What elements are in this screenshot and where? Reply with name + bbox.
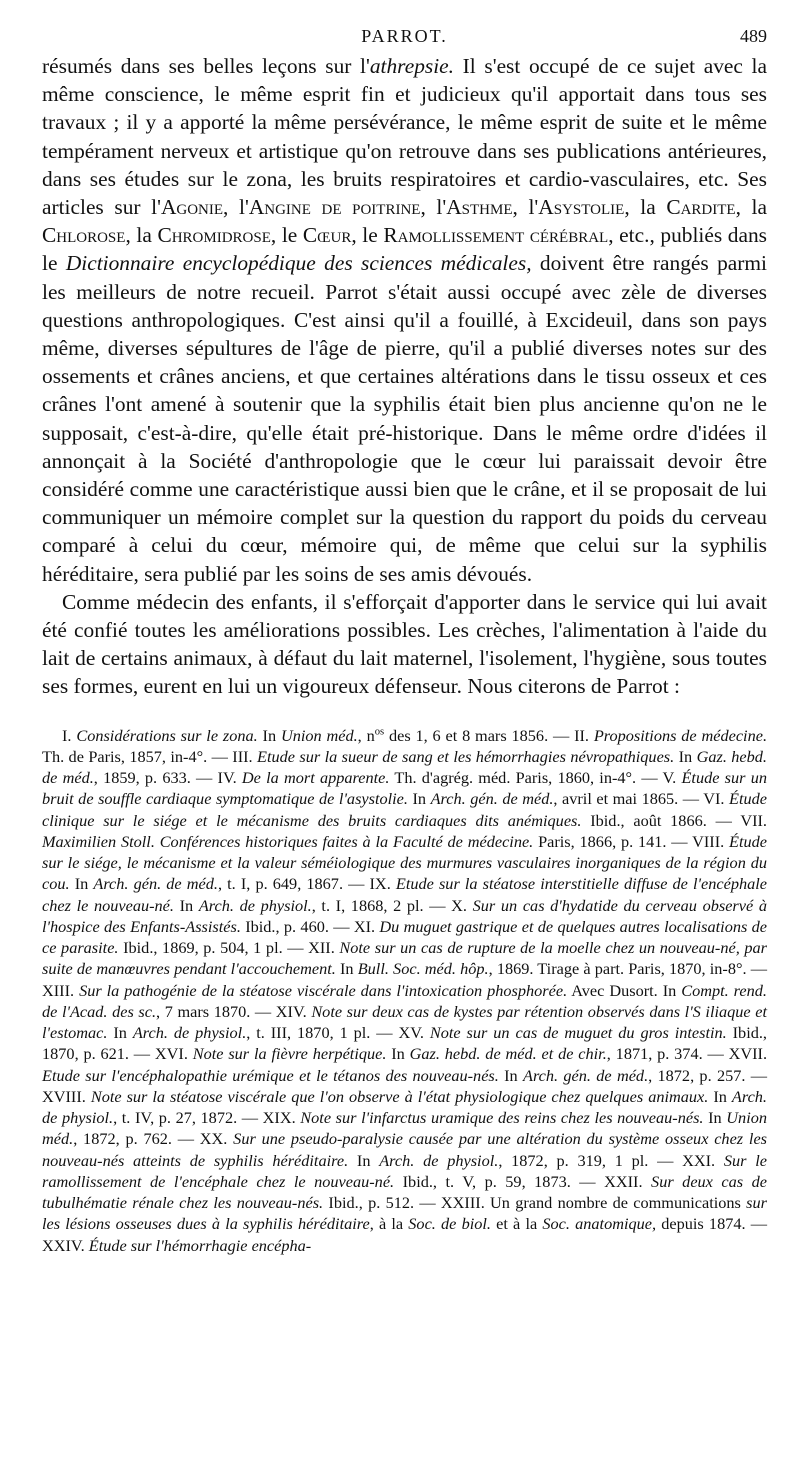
italic-text: Gaz. hebd. de méd. bbox=[42, 746, 768, 788]
italic-text: Sur la pathogénie de la stéatose viscérale dans l'intoxication phosphorée. bbox=[79, 980, 568, 1000]
italic-text: Note sur la stéatose viscérale que l'on observe à l'état physiologique chez quelques animaux. bbox=[90, 1086, 709, 1106]
italic-text: Dictionnaire encyclopédique des sciences médicales, bbox=[65, 251, 532, 276]
text-run: , t. I, 1868, 2 pl. — X. bbox=[311, 895, 473, 915]
page-number: 489 bbox=[740, 26, 767, 46]
bibliography-list bbox=[42, 725, 767, 1256]
italic-text: Compt. rend. de l'Acad. des sc. bbox=[42, 980, 767, 1021]
small-caps-text: Cœur bbox=[302, 223, 352, 248]
text-run: In bbox=[498, 1065, 523, 1085]
italic-text: Sur le ramollissement de l'encéphale chez le nouveau-né. bbox=[42, 1150, 768, 1191]
small-caps-text: Ramollissement cérébral bbox=[383, 223, 609, 248]
italic-text: sur les lésions osseuses dues à la syphilis héréditaire bbox=[42, 1193, 767, 1234]
italic-text: De la mort apparente. bbox=[241, 768, 390, 788]
text-run: , à la bbox=[369, 1214, 409, 1234]
italic-text: athrepsie. bbox=[369, 54, 455, 78]
text-run: , 1869. Tirage à part. Paris, 1870, in-8°. — XIII. bbox=[42, 959, 767, 1000]
text-run: , 1872, p. 319, 1 pl. — XXI. bbox=[498, 1150, 724, 1170]
italic-text: Étude sur l'hémorrhagie encépha- bbox=[88, 1235, 312, 1255]
text-run: , t. III, 1870, 1 pl. — XV. bbox=[246, 1023, 430, 1043]
italic-text: Soc. de biol. bbox=[408, 1214, 491, 1234]
running-title: PARROT. bbox=[361, 26, 448, 46]
italic-text: Étude sur un bruit de souffle cardiaque symptomatique de l'asystolie. bbox=[42, 768, 767, 809]
text-run: , 1871, p. 374. — XVII. bbox=[606, 1044, 768, 1064]
text-run: , l' bbox=[512, 195, 539, 220]
text-run: Ibid., p. 460. — XI. bbox=[240, 916, 380, 936]
text-run: , etc., publiés dans le bbox=[42, 223, 767, 276]
italic-text: Etude sur l'encéphalopathie urémique et le tétanos des nouveau-nés. bbox=[42, 1065, 499, 1085]
paragraph bbox=[42, 52, 767, 588]
italic-text: Propositions de médecine. bbox=[593, 725, 768, 745]
small-caps-text: Asthme bbox=[446, 195, 513, 220]
running-head bbox=[42, 0, 767, 52]
italic-text: Arch. de physiol. bbox=[379, 1150, 499, 1170]
italic-text: Arch. gén. de méd. bbox=[430, 789, 554, 809]
text-run: Ibid., 1869, p. 504, 1 pl. — XII. bbox=[118, 938, 340, 958]
text-run: , 7 mars 1870. — XIV. bbox=[156, 1001, 312, 1021]
italic-text: Arch. gén. de méd. bbox=[523, 1065, 649, 1085]
text-run: , n bbox=[357, 725, 375, 745]
italic-text: Étude clinique sur le siége et le mécanisme des bruits cardiaques dits anémiques. bbox=[42, 789, 767, 830]
text-run: In bbox=[257, 725, 281, 745]
small-caps-text: Agonie bbox=[160, 195, 224, 220]
body-text bbox=[42, 52, 767, 701]
text-run: In bbox=[708, 1086, 732, 1106]
italic-text: Sur un cas d'hydatide du cerveau observé à l'hospice des Enfants-Assistés. bbox=[42, 895, 768, 936]
text-run: Ibid., t. V, p. 59, 1873. — XXII. bbox=[394, 1171, 652, 1191]
text-run: , le bbox=[351, 223, 384, 248]
italic-text: Gaz. hebd. de méd. et de chir. bbox=[409, 1044, 607, 1064]
small-caps-text: Chlorose bbox=[42, 223, 126, 248]
italic-text: Étude sur le siége, le mécanisme et la valeur séméiologique des murmures vasculaires inorganiques de la région du cou. bbox=[42, 831, 768, 894]
text-run: , 1872, p. 762. — XX. bbox=[73, 1129, 234, 1149]
text-run: , t. IV, p. 27, 1872. — XIX. bbox=[113, 1108, 301, 1128]
italic-text: Arch. de physiol. bbox=[42, 1086, 768, 1128]
bibliography-notes bbox=[42, 725, 767, 1256]
text-run: , t. I, p. 649, 1867. — IX. bbox=[217, 874, 396, 894]
text-run: In bbox=[107, 1023, 133, 1043]
text-run: , avril et mai 1865. — VI. bbox=[553, 789, 730, 809]
text-run: In bbox=[407, 789, 431, 809]
text-run: Th. de Paris, 1857, in-4°. — III. bbox=[42, 746, 258, 766]
text-run: , la bbox=[125, 223, 158, 248]
small-caps-text: Asystolie bbox=[538, 195, 625, 220]
text-run: , 1872, p. 257. — XVIII. bbox=[42, 1065, 768, 1106]
italic-text: Etude sur la stéatose interstitielle diffuse de l'encéphale chez le nouveau-né. bbox=[42, 874, 768, 915]
italic-text: Considérations sur le zona. bbox=[76, 725, 258, 745]
small-caps-text: Chromidrose bbox=[157, 223, 271, 248]
text-run: In bbox=[386, 1044, 410, 1064]
italic-text: Du muguet gastrique et de quelques autres localisations de ce parasite. bbox=[42, 916, 767, 958]
italic-text: Arch. gén. de méd. bbox=[93, 874, 218, 894]
text-run: In bbox=[69, 874, 94, 894]
italic-text: Note sur un cas de rupture de la moelle chez un nouveau-né, par suite de manœuvres pendant l'accouchement. bbox=[42, 938, 767, 979]
italic-text: Maximilien Stoll. Conférences historiques faites à la Faculté de médecine. bbox=[42, 831, 534, 851]
text-run: , la bbox=[624, 195, 667, 220]
italic-text: Arch. de physiol. bbox=[198, 895, 312, 915]
text-run: In bbox=[703, 1108, 727, 1128]
text-run: Paris, 1866, p. 141. — VIII. bbox=[533, 831, 730, 851]
italic-text: Union méd. bbox=[42, 1108, 767, 1149]
text-run: I. bbox=[62, 725, 77, 745]
text-run: , l' bbox=[420, 195, 447, 220]
text-run: Il s'est occupé de ce sujet avec la même conscience, le même esprit fin et judicieux qu'il apportait dans tous ses travaux ; il y a apporté la même persévérance, le même esprit de suite et le même tempérament nerveux et artistique qu'on retrouve dans ses publications antérieures, dans ses études sur le zona, les bruits respiratoires et cardio-vasculaires, etc. Ses articles sur l' bbox=[42, 54, 767, 220]
paragraph bbox=[42, 588, 767, 701]
text-run: , le bbox=[270, 223, 303, 248]
text-run: In bbox=[335, 959, 358, 979]
text-run: et à la bbox=[490, 1214, 543, 1234]
small-caps-text: Angine de poitrine bbox=[248, 195, 421, 220]
text-run: Avec Dusort. In bbox=[567, 980, 682, 1000]
italic-text: Note sur un cas de muguet du gros intestin. bbox=[429, 1023, 727, 1043]
superscript-text: os bbox=[374, 726, 385, 738]
italic-text: Sur une pseudo-paralysie causée par une altération du système osseux chez les nouveau-nés atteints de syphilis héréditaire. bbox=[42, 1129, 768, 1170]
italic-text: Note sur l'infarctus urатique des reins chez les nouveau-nés. bbox=[300, 1108, 704, 1128]
italic-text: Sur deux cas de tubulhématie rénale chez les nouveau-nés. bbox=[42, 1171, 768, 1213]
text-run: In bbox=[173, 895, 199, 915]
small-caps-text: Cardite bbox=[666, 195, 736, 220]
text-run: des 1, 6 et 8 mars 1856. — II. bbox=[384, 725, 594, 745]
italic-text: Bull. Soc. méd. hôp. bbox=[357, 959, 489, 979]
italic-text: Union méd. bbox=[280, 725, 358, 745]
page bbox=[42, 0, 767, 1256]
text-run: résumés dans ses belles leçons sur l' bbox=[42, 54, 370, 78]
text-run: Ibid., p. 512. — XXIII. Un grand nombre de communications bbox=[323, 1193, 747, 1213]
italic-text: Note sur deux cas de kystes par rétention observés dans l'S iliaque et l'estomac. bbox=[42, 1001, 767, 1043]
text-run: depuis 1874. — XXIV. bbox=[42, 1214, 768, 1255]
text-run: , la bbox=[735, 195, 767, 220]
text-run: doivent être rangés parmi les meilleurs de notre recueil. Parrot s'était aussi occupé avec zèle de diverses questions anthropologiques. C'est ainsi qu'il a fouillé, à Excideuil, dans son pays même, diverses sépultures de l'âge de pierre, qu'il a publié diverses notes sur des ossements et crânes anciens, et que certaines altérations dans le tissu osseux et ces crânes l'ont amené à soutenir que la syphilis était bien plus ancienne qu'on ne le supposait, c'est-à-dire, qu'elle était pré-historique. Dans le même ordre d'idées il annonçait à la Société d'anthropologie que le cœur lui paraissait devoir être considéré comme une caractéristique aussi bien que le crâne, et il se proposait de lui communiquer un mémoire complet sur la question du rapport du poids du cerveau comparé à celui du cœur, mémoire qui, de même que celui sur la syphilis héréditaire, sera publié par les soins de ses amis dévoués. bbox=[42, 251, 767, 586]
text-run: In bbox=[348, 1150, 380, 1170]
text-run: , l' bbox=[223, 195, 249, 220]
text-run: , 1859, p. 633. — IV. bbox=[93, 768, 242, 788]
italic-text: Soc. anatomique, bbox=[542, 1214, 657, 1234]
text-run: Ibid., 1870, p. 621. — XVI. bbox=[42, 1023, 768, 1064]
italic-text: Etude sur la sueur de sang et les hémorrhagies névropathiques. bbox=[257, 746, 675, 766]
italic-text: Arch. de physiol. bbox=[132, 1023, 247, 1043]
text-run: Comme médecin des enfants, il s'efforçait d'apporter dans le service qui lui avait été confié toutes les améliorations possibles. Les crèches, l'alimentation à l'aide du lait de certains animaux, à défaut du lait maternel, l'isolement, l'hygiène, sous toutes ses formes, eurent en lui un vigoureux défenseur. Nous citerons de Parrot : bbox=[42, 589, 767, 699]
italic-text: Note sur la fièvre herpétique. bbox=[192, 1044, 387, 1064]
text-run: Ibid., août 1866. — VII. bbox=[581, 810, 767, 830]
text-run: Th. d'agrég. méd. Paris, 1860, in-4°. — V. bbox=[389, 768, 682, 788]
text-run: In bbox=[674, 746, 697, 766]
